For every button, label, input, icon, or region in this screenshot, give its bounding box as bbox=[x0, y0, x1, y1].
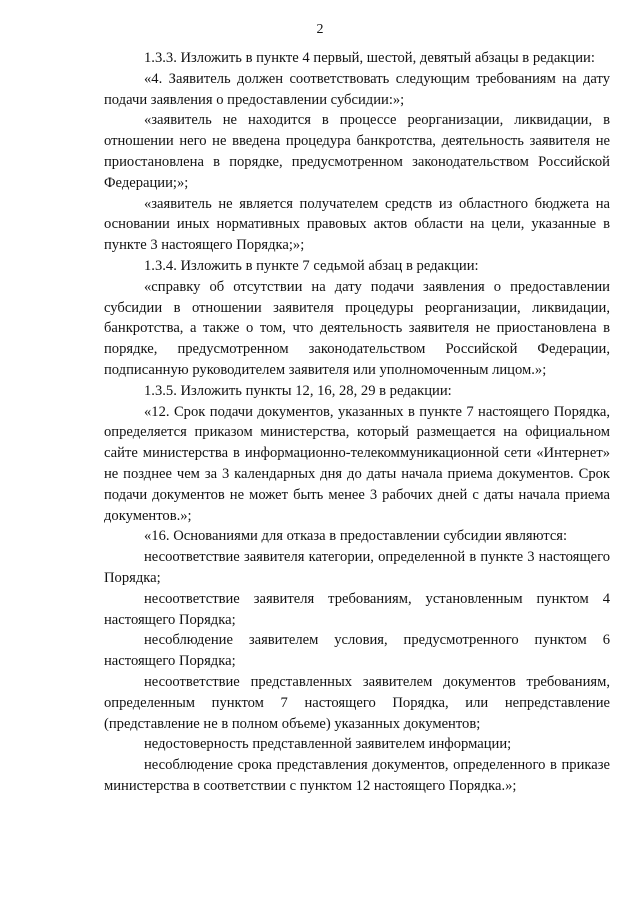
paragraph: 1.3.5. Изложить пункты 12, 16, 28, 29 в редакции: bbox=[144, 382, 452, 399]
paragraph: «справку об отсутствии на дату подачи заявления о предоставлении субсидии в отношении заявителя процедуры реорганизации, ликвидации, банкротства, а также о том, что деятельность заявителя не приостановлена в порядке, предусмотренном законодательством Российской Федерации, подписанную руководителем заявителя или уполномоченным лицом.»; bbox=[104, 278, 610, 378]
page-number: 2 bbox=[316, 22, 324, 37]
document-body bbox=[104, 48, 610, 797]
paragraph: несоблюдение срока представления документов, определенного в приказе министерства в соответствии с пунктом 12 настоящего Порядка.»; bbox=[104, 757, 610, 794]
paragraph: недостоверность представленной заявителем информации; bbox=[144, 736, 512, 753]
paragraph: несоответствие заявителя категории, определенной в пункте 3 настоящего Порядка; bbox=[104, 549, 610, 586]
paragraph: «16. Основаниями для отказа в предоставлении субсидии являются: bbox=[144, 528, 568, 545]
paragraph: «12. Срок подачи документов, указанных в пункте 7 настоящего Порядка, определяется приказом министерства, который размещается на официальном сайте министерства в информационно-телекоммуникационной сети «Интернет» не позднее чем за 3 календарных дня до даты начала приема документов. Срок подачи документов не может быть менее 3 рабочих дней с даты начала приема документов.»; bbox=[104, 403, 610, 524]
paragraph: несоответствие представленных заявителем документов требованиям, определенным пунктом 7 настоящего Порядка, или непредставление (представление не в полном объеме) указанных документов; bbox=[104, 673, 610, 732]
paragraph: 1.3.3. Изложить в пункте 4 первый, шестой, девятый абзацы в редакции: bbox=[144, 50, 595, 66]
paragraph: 1.3.4. Изложить в пункте 7 седьмой абзац в редакции: bbox=[144, 257, 479, 274]
paragraph: несоответствие заявителя требованиям, установленным пунктом 4 настоящего Порядка; bbox=[104, 590, 610, 628]
paragraph: «заявитель не находится в процессе реорганизации, ликвидации, в отношении него не введена процедура банкротства, деятельность заявителя не приостановлена в порядке, предусмотренном законодательством Российской Федерации;»; bbox=[104, 112, 610, 191]
paragraph: «4. Заявитель должен соответствовать следующим требованиям на дату подачи заявления о предоставлении субсидии:»; bbox=[104, 70, 610, 108]
paragraph: несоблюдение заявителем условия, предусмотренного пунктом 6 настоящего Порядка; bbox=[104, 632, 610, 670]
paragraph: «заявитель не является получателем средств из областного бюджета на основании иных нормативных правовых актов области на цели, указанные в пункте 3 настоящего Порядка;»; bbox=[104, 195, 610, 254]
